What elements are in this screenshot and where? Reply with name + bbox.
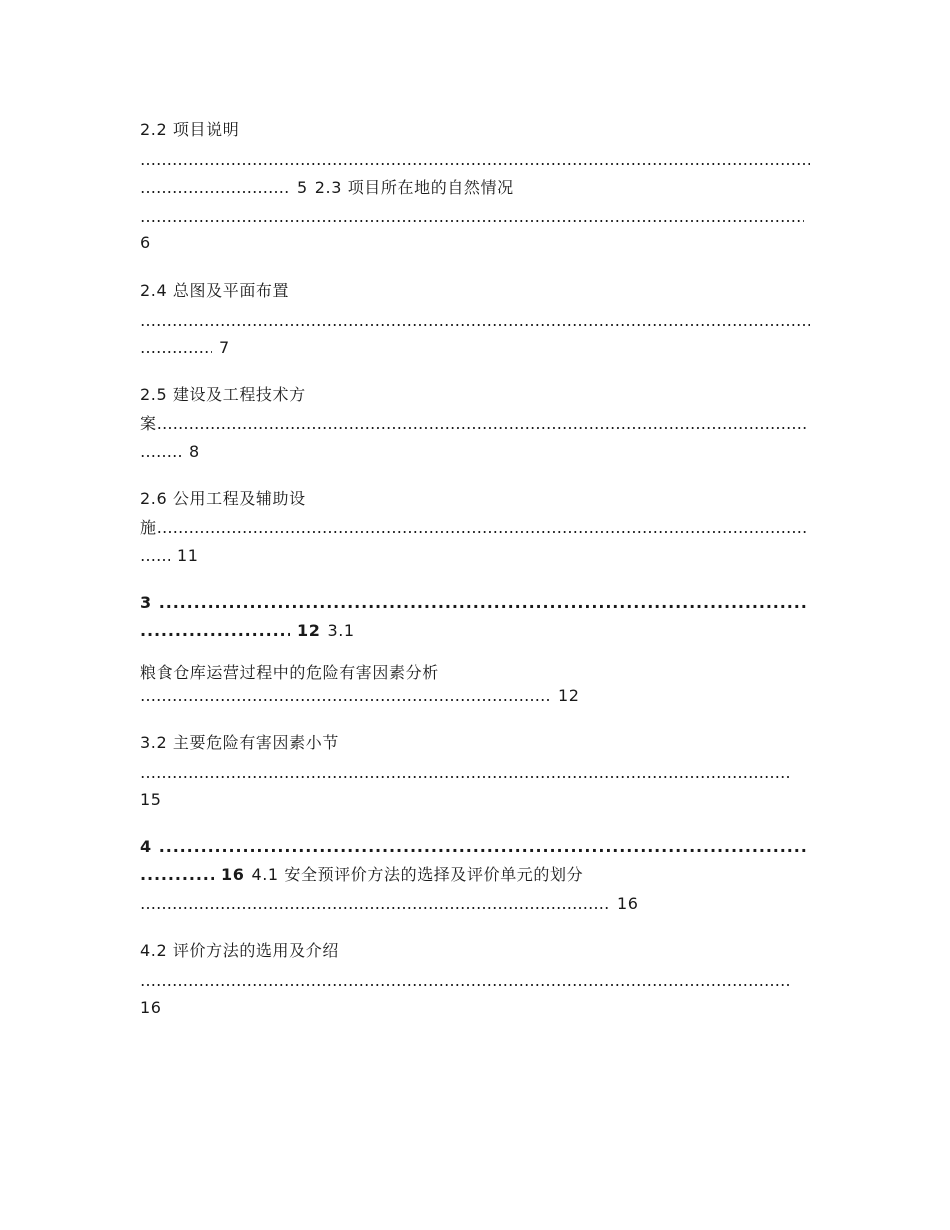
toc-entry-2-6-page-line bbox=[140, 544, 199, 568]
leader-dots bbox=[140, 176, 290, 200]
toc-title: 2.4 总图及平面布置 bbox=[140, 281, 290, 300]
leader-dots bbox=[157, 412, 809, 436]
toc-page-number: 7 bbox=[219, 338, 230, 357]
leader-dots bbox=[159, 591, 807, 615]
toc-leader bbox=[140, 148, 810, 172]
toc-title: 粮食仓库运营过程中的危险有害因素分析 bbox=[140, 663, 439, 682]
toc-entry-3-1-page-line bbox=[140, 684, 580, 708]
toc-entry-2-2-title bbox=[140, 118, 239, 142]
leader-dots bbox=[140, 761, 790, 785]
leader-dots bbox=[140, 336, 212, 360]
toc-title: 4.2 评价方法的选用及介绍 bbox=[140, 941, 339, 960]
toc-entry-2-4-title bbox=[140, 279, 289, 303]
toc-entry-2-5-title bbox=[140, 383, 306, 407]
toc-entry-4-2-page-line bbox=[140, 996, 162, 1020]
toc-title: 2.2 项目说明 bbox=[140, 120, 240, 139]
toc-page-number: 8 bbox=[189, 442, 200, 461]
toc-page-number: 12 bbox=[297, 621, 321, 640]
toc-title: 2.3 项目所在地的自然情况 bbox=[314, 178, 514, 197]
toc-page-number: 6 bbox=[140, 233, 151, 252]
toc-leader bbox=[140, 309, 810, 333]
toc-entry-4 bbox=[140, 835, 807, 859]
leader-dots bbox=[140, 205, 804, 229]
toc-page-number: 16 bbox=[221, 865, 245, 884]
leader-dots bbox=[140, 969, 790, 993]
toc-page-number: 16 bbox=[140, 998, 162, 1017]
toc-entry-2-3-page-line bbox=[140, 231, 151, 255]
toc-entry-3-page-line bbox=[140, 619, 355, 643]
toc-page-number: 5 bbox=[297, 178, 308, 197]
leader-dots bbox=[140, 544, 170, 568]
toc-title: 案 bbox=[140, 414, 157, 433]
toc-title: 4 bbox=[140, 837, 152, 856]
toc-entry-2-5-page-line bbox=[140, 440, 200, 464]
toc-title: 4.1 安全预评价方法的选择及评价单元的划分 bbox=[251, 865, 584, 884]
leader-dots bbox=[140, 440, 182, 464]
leader-dots bbox=[140, 684, 551, 708]
toc-entry-3-2-title bbox=[140, 731, 339, 755]
toc-entry-4-page-line bbox=[140, 863, 583, 887]
toc-title: 3.2 主要危险有害因素小节 bbox=[140, 733, 339, 752]
toc-entry-3-2-page-line bbox=[140, 788, 162, 812]
toc-leader bbox=[140, 969, 790, 993]
toc-entry-2-6-title-cont bbox=[140, 516, 809, 540]
toc-entry-2-5-title-cont bbox=[140, 412, 809, 436]
toc-page-number: 12 bbox=[558, 686, 580, 705]
toc-leader bbox=[140, 761, 790, 785]
toc-entry-4-1-page-line bbox=[140, 892, 639, 916]
toc-entry-2-6-title bbox=[140, 487, 306, 511]
toc-page-number: 11 bbox=[177, 546, 199, 565]
toc-page-number: 15 bbox=[140, 790, 162, 809]
toc-title: 施 bbox=[140, 518, 157, 537]
toc-page-number: 16 bbox=[617, 894, 639, 913]
toc-title: 3 bbox=[140, 593, 152, 612]
toc-number: 3.1 bbox=[327, 621, 355, 640]
leader-dots bbox=[159, 835, 807, 859]
toc-leader bbox=[140, 205, 804, 229]
toc-title: 2.6 公用工程及辅助设 bbox=[140, 489, 306, 508]
leader-dots bbox=[140, 619, 290, 643]
leader-dots bbox=[140, 892, 610, 916]
leader-dots bbox=[140, 148, 810, 172]
toc-entry-2-4-page-line bbox=[140, 336, 230, 360]
leader-dots bbox=[140, 309, 810, 333]
toc-entry-4-2-title bbox=[140, 939, 339, 963]
leader-dots bbox=[157, 516, 809, 540]
toc-entry-3-1-title bbox=[140, 661, 439, 685]
toc-entry-2-2-page-line bbox=[140, 176, 514, 200]
toc-title: 2.5 建设及工程技术方 bbox=[140, 385, 306, 404]
leader-dots bbox=[140, 863, 214, 887]
toc-entry-3 bbox=[140, 591, 807, 615]
